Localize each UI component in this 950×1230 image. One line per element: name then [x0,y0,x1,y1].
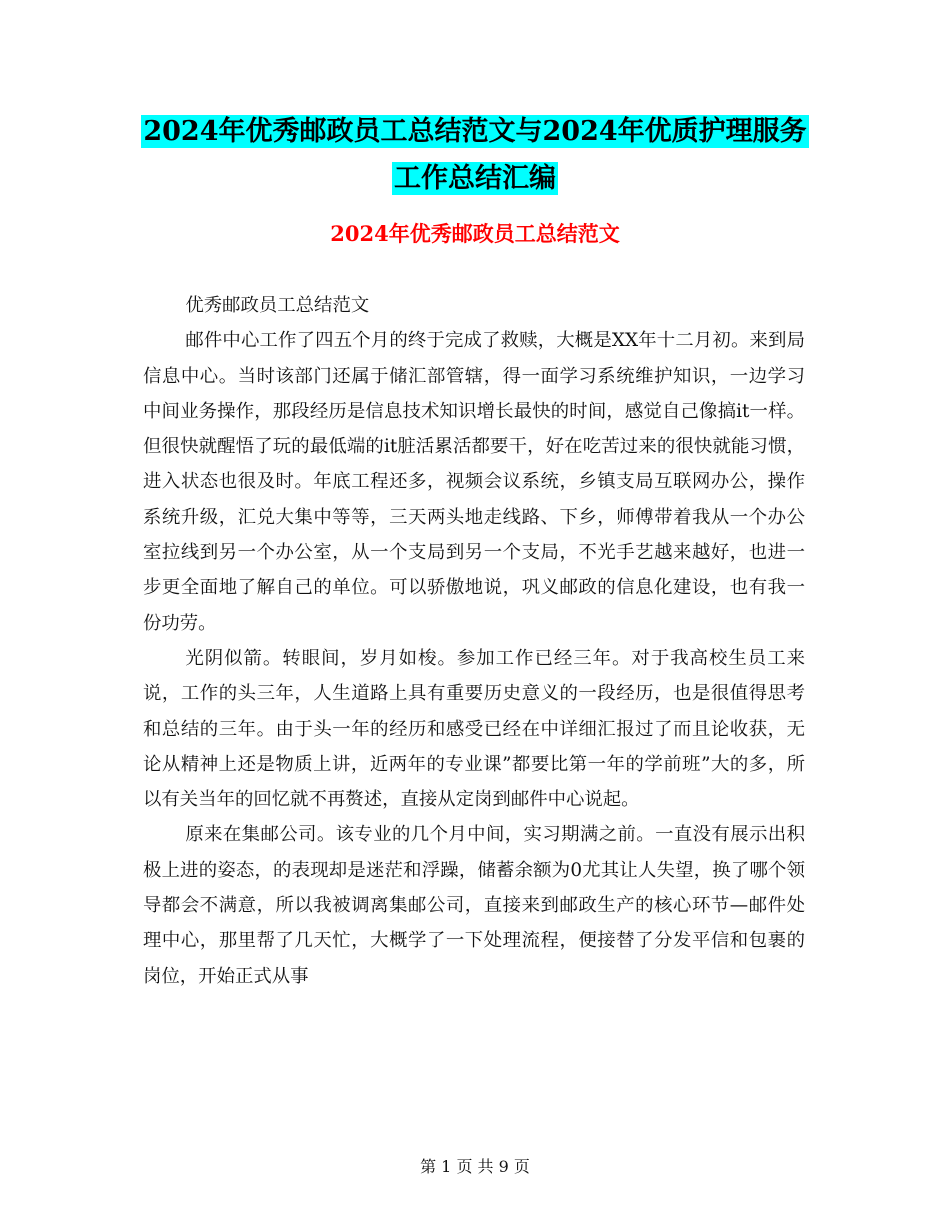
paragraph: 邮件中心工作了四五个月的终于完成了救赎，大概是XX年十二月初。来到局信息中心。当时该部门还属于储汇部管辖，得一面学习系统维护知识，一边学习中间业务操作，那段经历是信息技术知识增长最快的时间，感觉自己像搞it一样。但很快就醒悟了玩的最低端的it脏活累活都要干，好在吃苦过来的很快就能习惯，进入状态也很及时。年底工程还多，视频会议系统，乡镇支局互联网办公，操作系统升级，汇兑大集中等等，三天两头地走线路、下乡，师傅带着我从一个办公室拉线到另一个办公室，从一个支局到另一个支局，不光手艺越来越好，也进一步更全面地了解自己的单位。可以骄傲地说，巩义邮政的信息化建设，也有我一份功劳。 [143,330,805,634]
document-title [0,108,950,202]
section-subtitle: 2024年优秀邮政员工总结范文 [330,221,620,246]
paragraph: 原来在集邮公司。该专业的几个月中间，实习期满之前。一直没有展示出积极上进的姿态，的表现却是迷茫和浮躁，储蓄余额为0尤其让人失望，换了哪个领导都会不满意，所以我被调离集邮公司，直接来到邮政生产的核心环节—邮件处理中心，那里帮了几天忙，大概学了一下处理流程，便接替了分发平信和包裹的岗位，开始正式从事 [143,824,805,987]
paragraph: 光阴似箭。转眼间，岁月如梭。参加工作已经三年。对于我高校生员工来说，工作的头三年，人生道路上具有重要历史意义的一段经历，也是很值得思考和总结的三年。由于头一年的经历和感受已经在中详细汇报过了而且论收获，无论从精神上还是物质上讲，近两年的专业课”都要比第一年的学前班”大的多，所以有关当年的回忆就不再赘述，直接从定岗到邮件中心说起。 [143,647,805,811]
title-line-2: 工作总结汇编 [394,163,556,194]
paragraph: 优秀邮政员工总结范文 [185,295,370,316]
title-line-1: 2024年优秀邮政员工总结范文与2024年优质护理服务 [143,116,807,147]
page-footer: 第 1 页 共 9 页 [420,1157,530,1176]
document-body [143,288,805,994]
